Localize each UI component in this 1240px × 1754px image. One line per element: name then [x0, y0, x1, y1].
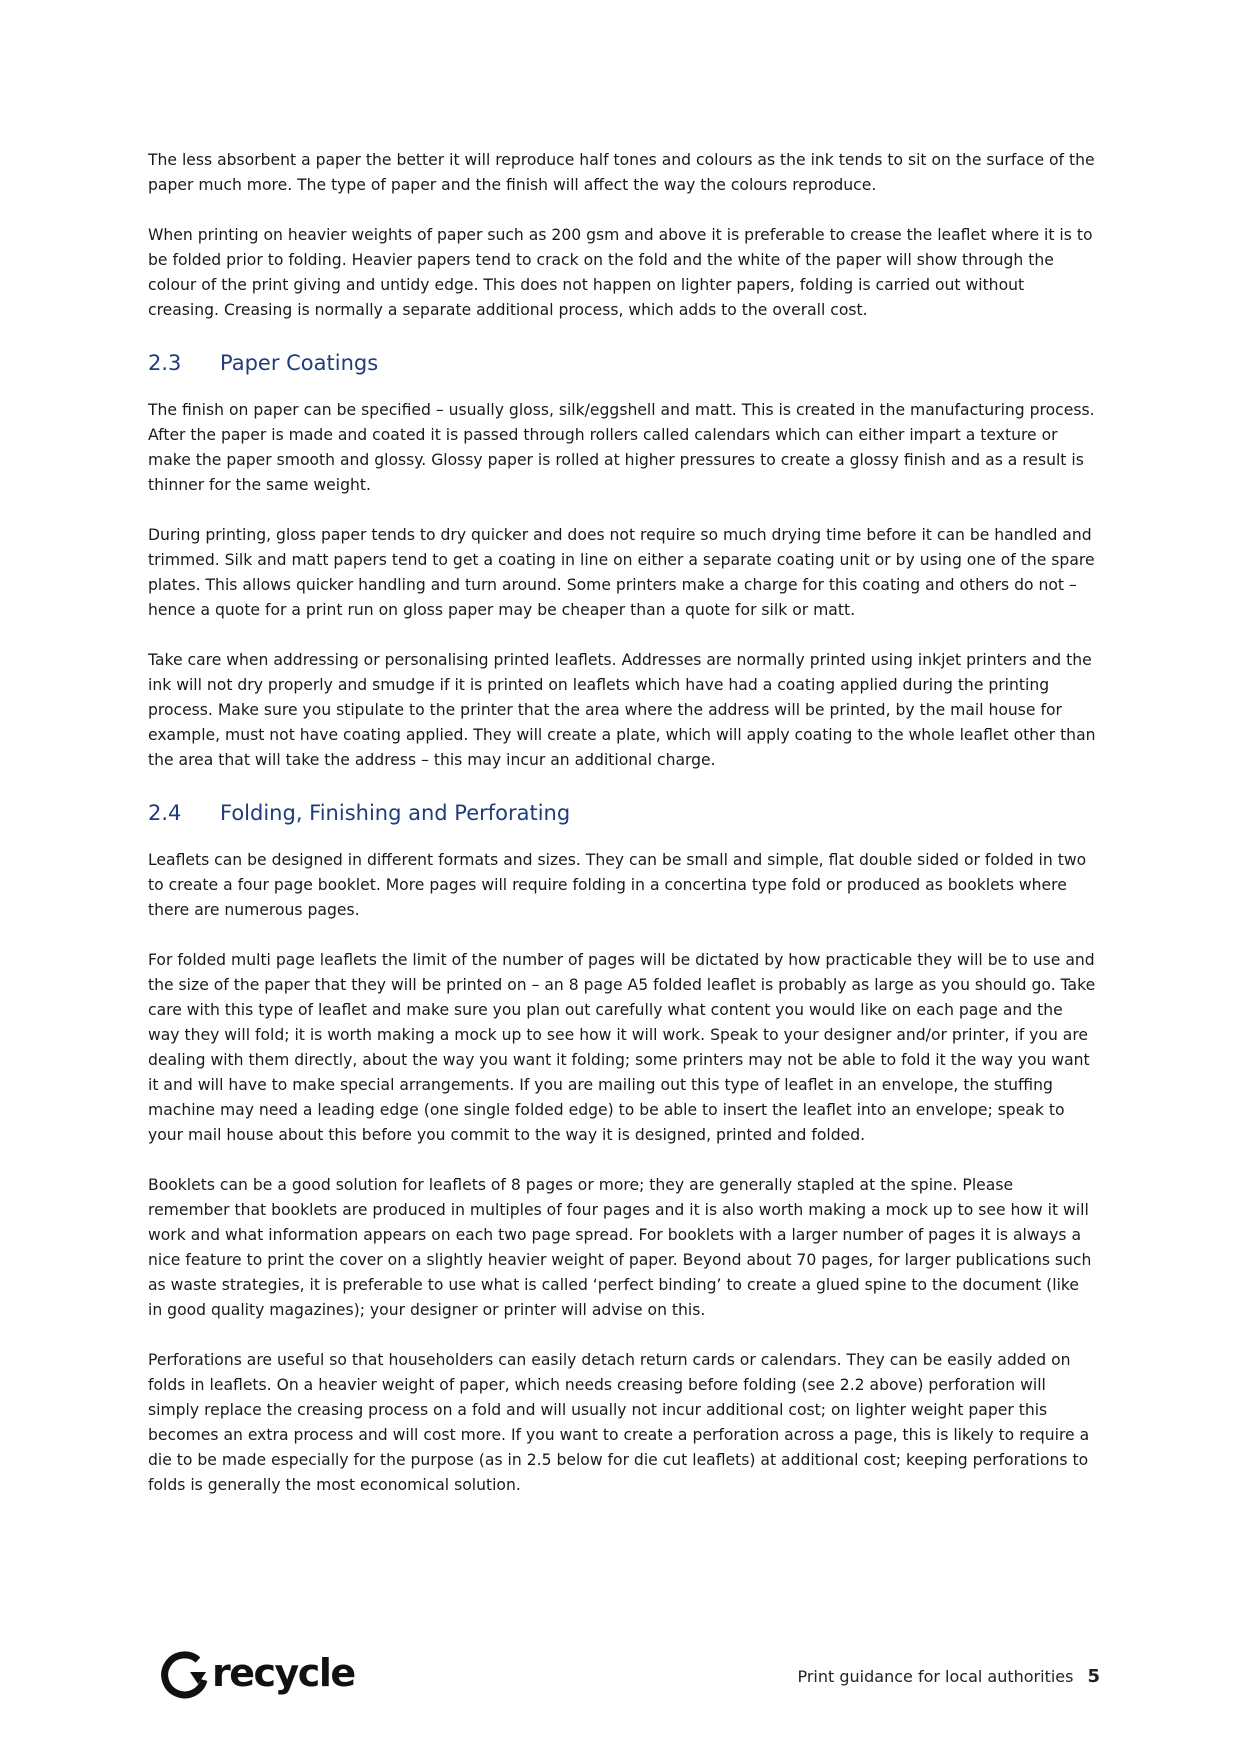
- recycle-logo: [160, 1648, 355, 1702]
- paragraph-drying: During printing, gloss paper tends to dry quicker and does not require so much drying time before it can be handled and trimmed. Silk and matt papers tend to get a coating in line on either a separate coating unit or by using one of the spare plates. This allows quicker handling and turn around. Some printers make a charge for this coating and others do not – hence a quote for a print run on gloss paper may be cheaper than a quote for silk or matt.: [148, 526, 1095, 619]
- page-content: [148, 148, 1098, 1523]
- paragraph-formats: Leaflets can be designed in different formats and sizes. They can be small and simple, flat double sided or folded in two to create a four page booklet. More pages will require folding in a concertina type fold or produced as booklets where there are numerous pages.: [148, 851, 1087, 919]
- paragraph-booklets: Booklets can be a good solution for leaflets of 8 pages or more; they are generally stapled at the spine. Please remember that booklets are produced in multiples of four pages and it is also worth making a mock up to see how it will work and what information appears on each two page spread. For booklets with a larger number of pages it is always a nice feature to print the cover on a slightly heavier weight of paper. Beyond about 70 pages, for larger publications such as waste strategies, it is preferable to use what is called ‘perfect binding’ to create a glued spine to the document (like in good quality magazines); your designer or printer will advise on this.: [148, 1176, 1092, 1319]
- section-number: 2.3: [148, 351, 182, 375]
- logo-wordmark: recycle: [212, 1651, 355, 1695]
- paragraph-absorbency: The less absorbent a paper the better it will reproduce half tones and colours as the ink tends to sit on the surface of the paper much more. The type of paper and the finish will affect the way the colours reproduce.: [148, 151, 1095, 194]
- section-title: Paper Coatings: [220, 351, 379, 375]
- page-footer: [160, 1648, 1100, 1708]
- paragraph-perforations: Perforations are useful so that householders can easily detach return cards or calendars. They can be easily added on folds in leaflets. On a heavier weight of paper, which needs creasing before folding (see 2.2 above) perforation will simply replace the creasing process on a fold and will usually not incur additional cost; on lighter weight paper this becomes an extra process and will cost more. If you want to create a perforation across a page, this is likely to require a die to be made especially for the purpose (as in 2.5 below for die cut leaflets) at additional cost; keeping perforations to folds is generally the most economical solution.: [148, 1351, 1090, 1494]
- paragraph-multi-page: For folded multi page leaflets the limit of the number of pages will be dictated by how practicable they will be to use and the size of the paper that they will be printed on – an 8 page A5 folded leaflet is probably as large as you should go. Take care with this type of leaflet and make sure you plan out carefully what content you would like on each page and the way they will fold; it is worth making a mock up to see how it will work. Speak to your designer and/or printer, if you are dealing with them directly, about the way you want it folding; some printers may not be able to fold it the way you want it and will have to make special arrangements. If you are mailing out this type of leaflet in an envelope, the stuffing machine may need a leading edge (one single folded edge) to be able to insert the leaflet into an envelope; speak to your mail house about this before you commit to the way it is designed, printed and folded.: [148, 951, 1096, 1144]
- recycle-arrow-icon: [160, 1648, 210, 1702]
- document-title: Print guidance for local authorities: [797, 1667, 1074, 1686]
- footer-info: [797, 1666, 1100, 1687]
- section-title: Folding, Finishing and Perforating: [220, 801, 571, 825]
- section-number: 2.4: [148, 801, 182, 825]
- section-heading-paper-coatings: [148, 348, 1098, 378]
- paragraph-addressing: Take care when addressing or personalising printed leaflets. Addresses are normally printed using inkjet printers and the ink will not dry properly and smudge if it is printed on leaflets which have had a coating applied during the printing process. Make sure you stipulate to the printer that the area where the address will be printed, by the mail house for example, must not have coating applied. They will create a plate, which will apply coating to the whole leaflet other than the area that will take the address – this may incur an additional charge.: [148, 651, 1096, 769]
- paragraph-heavier-weights: When printing on heavier weights of paper such as 200 gsm and above it is preferable to crease the leaflet where it is to be folded prior to folding. Heavier papers tend to crack on the fold and the white of the paper will show through the colour of the print giving and untidy edge. This does not happen on lighter papers, folding is carried out without creasing. Creasing is normally a separate additional process, which adds to the overall cost.: [148, 226, 1093, 319]
- section-heading-folding: [148, 798, 1098, 828]
- page-number: 5: [1087, 1666, 1100, 1687]
- paragraph-finish: The finish on paper can be specified – usually gloss, silk/eggshell and matt. This is created in the manufacturing process. After the paper is made and coated it is passed through rollers called calendars which can either impart a texture or make the paper smooth and glossy. Glossy paper is rolled at higher pressures to create a glossy finish and as a result is thinner for the same weight.: [148, 401, 1095, 494]
